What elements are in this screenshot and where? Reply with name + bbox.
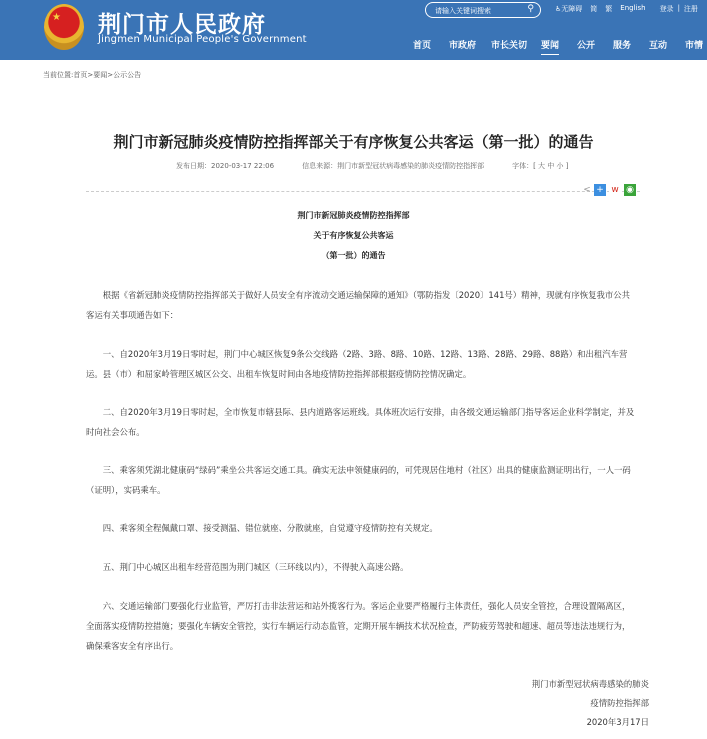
publish-date: 发布日期：2020-03-17 22:06: [176, 162, 275, 170]
search-icon[interactable]: ⚲: [527, 4, 534, 14]
breadcrumb[interactable]: 当前位置:首页>要闻>公示公告: [43, 71, 142, 79]
national-emblem-logo: ★: [44, 4, 84, 50]
paragraph: 一、自2020年3月19日零时起，荆门中心城区恢复9条公交线路（2路、3路、8路、10路、12路、13路、28路、29路、88路）和出租汽车营运。县（市）和屈家岭管理区城区公交、出租车恢复时间由各地疫情防控指挥部根据疫情防控情况确定。: [86, 349, 628, 379]
share-icon[interactable]: <: [583, 185, 591, 195]
search-input[interactable]: [425, 2, 541, 18]
paragraph: 二、自2020年3月19日零时起，全市恢复市辖县际、县内道路客运班线。具体班次运行安排，由各级交通运输部门指导客运企业科学制定，并及时向社会公布。: [86, 407, 635, 437]
divider: [86, 191, 640, 192]
site-header: [0, 0, 707, 60]
share-bar: [583, 184, 636, 196]
paragraph: 五、荆门中心城区出租车经营范围为荆门城区（三环线以内），不得驶入高速公路。: [102, 562, 409, 572]
subtitle-line: 荆门市新冠肺炎疫情防控指挥部: [297, 211, 410, 220]
accessibility-link[interactable]: ♿无障碍: [555, 5, 583, 13]
article-title: 荆门市新冠肺炎疫情防控指挥部关于有序恢复公共客运（第一批）的通告: [113, 133, 594, 151]
nav-city[interactable]: 市情: [685, 41, 704, 51]
top-links: [555, 4, 698, 14]
source: 信息来源：荆门市新型冠状病毒感染的肺炎疫情防控指挥部: [302, 162, 485, 170]
plus-icon[interactable]: +: [594, 184, 606, 196]
paragraph: 三、乘客须凭湖北健康码“绿码”乘坐公共客运交通工具。确实无法申领健康码的，可凭现居住地村（社区）出具的健康监测证明出行，一人一码（证明），实码乘车。: [86, 465, 631, 495]
login-link[interactable]: 登录: [659, 5, 674, 13]
subtitle-line: （第一批）的通告: [321, 251, 386, 260]
font-size-switch[interactable]: 字体：[ 大 中 小 ]: [512, 162, 569, 170]
subtitle-line: 关于有序恢复公共客运: [313, 231, 394, 240]
site-subtitle: Jingmen Municipal People's Government: [98, 34, 307, 45]
paragraph: 四、乘客须全程佩戴口罩、接受测温、错位就座、分散就座，自觉遵守疫情防控有关规定。: [102, 523, 438, 533]
nav-mayor[interactable]: 市长关切: [491, 41, 528, 51]
nav-news[interactable]: 要闻: [541, 38, 577, 51]
weibo-icon[interactable]: w: [609, 184, 621, 196]
wechat-icon[interactable]: ◉: [624, 184, 636, 196]
register-link[interactable]: 注册: [683, 5, 698, 13]
nav-public[interactable]: 公开: [577, 41, 596, 51]
signature-org: 疫情防控指挥部: [590, 698, 649, 708]
site-title[interactable]: 荆门市人民政府: [98, 12, 266, 38]
article-meta: [176, 161, 568, 171]
traditional-link[interactable]: 繁: [605, 5, 613, 13]
signature-org: 荆门市新型冠状病毒感染的肺炎: [531, 679, 649, 689]
nav-government[interactable]: 市政府: [449, 41, 477, 51]
paragraph: 根据《省新冠肺炎疫情防控指挥部关于做好人员安全有序流动交通运输保障的通知》（鄂防指发〔2020〕141号）精神，现就有序恢复我市公共客运有关事项通告如下：: [86, 290, 631, 320]
main-nav: [413, 38, 707, 51]
search-placeholder: 请输入关键词搜索: [435, 7, 491, 15]
simplified-link[interactable]: 简: [590, 5, 598, 13]
nav-service[interactable]: 服务: [613, 41, 632, 51]
signature-date: 2020年3月17日: [586, 717, 649, 727]
nav-interaction[interactable]: 互动: [649, 41, 668, 51]
paragraph: 六、交通运输部门要强化行业监管，严厉打击非法营运和站外揽客行为。客运企业要严格履行主体责任，强化人员安全管控，合理设置隔离区，全面落实疫情防控措施；要强化车辆安全管控，实行车辆运行动态监管，定期开展车辆技术状况检查，严防疲劳驾驶和超速、超员等违法违规行为，确保乘客安全有序出行。: [86, 601, 631, 651]
nav-home[interactable]: 首页: [413, 41, 432, 51]
english-link[interactable]: English: [620, 4, 646, 12]
separator: |: [677, 4, 680, 12]
